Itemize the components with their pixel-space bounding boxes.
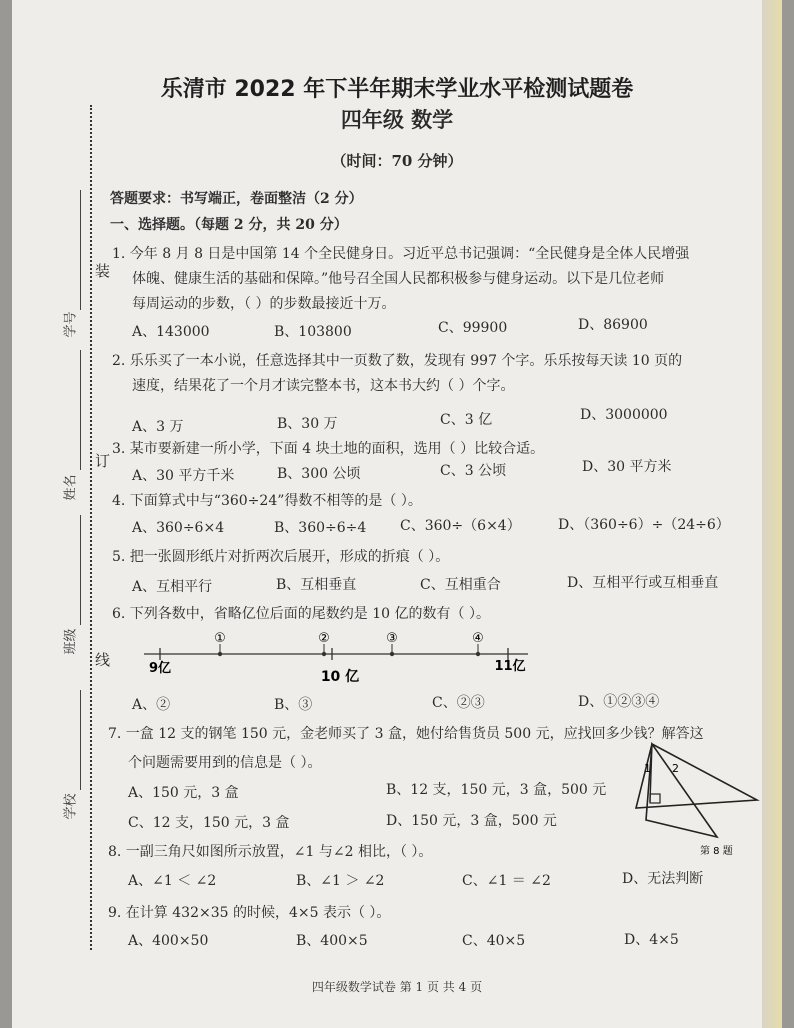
question-3-option-d: D、30 平方米 — [582, 459, 672, 475]
question-9-line-1: 9. 在计算 432×35 的时候，4×5 表示（ ）。 — [108, 905, 391, 921]
exam-time: （时间：70 分钟） — [331, 152, 463, 170]
question-4-option-c: C、360÷（6×4） — [400, 518, 521, 534]
class-line — [80, 515, 81, 625]
binding-dotted-line — [90, 105, 92, 950]
point-1-dot — [218, 652, 222, 656]
question-1-line-2: 体魄、健康生活的基础和保障。”他号召全国人民都积极参与健身运动。以下是几位老师 — [132, 271, 665, 287]
triangle-ruler-large — [636, 744, 757, 808]
question-7-line-2: 个问题需要用到的信息是（ ）。 — [128, 755, 322, 771]
page-footer: 四年级数学试卷 第 1 页 共 4 页 — [311, 980, 483, 994]
question-2-line-1: 2. 乐乐买了一本小说，任意选择其中一页数了数，发现有 997 个字。乐乐按每天读 10 页的 — [112, 353, 683, 369]
question-1-line-3: 每周运动的步数，（ ）的步数最接近十万。 — [132, 296, 396, 312]
question-6-option-d: D、①②③④ — [578, 694, 660, 710]
question-8-option-a: A、∠1 ＜ ∠2 — [128, 873, 217, 889]
question-1-option-b: B、103800 — [274, 324, 352, 340]
question-3-option-c: C、3 公顷 — [440, 463, 507, 479]
school-line — [80, 690, 81, 790]
question-9-option-a: A、400×50 — [128, 933, 209, 949]
point-3-dot — [390, 652, 394, 656]
question-8-option-d: D、无法判断 — [622, 871, 704, 887]
school-label: 学校 — [63, 793, 79, 820]
question-4-option-b: B、360÷6÷4 — [274, 520, 367, 536]
exam-title: 乐清市 2022 年下半年期末学业水平检测试题卷 — [160, 77, 634, 102]
question-4-line-1: 4. 下面算式中与“360÷24”得数不相等的是（ ）。 — [112, 493, 422, 509]
question-1-option-d: D、86900 — [578, 317, 648, 333]
question-5-line-1: 5. 把一张圆形纸片对折两次后展开，形成的折痕（ ）。 — [112, 549, 450, 565]
question-7-option-d: D、150 元，3 盒，500 元 — [386, 813, 557, 829]
exam-sheet — [12, 0, 782, 1028]
question-2-option-c: C、3 亿 — [440, 412, 493, 428]
name-label: 姓名 — [63, 474, 79, 501]
binding-mark-xian: 线 — [95, 647, 110, 672]
student-id-label: 学号 — [63, 311, 79, 338]
question-5-option-b: B、互相垂直 — [276, 577, 357, 593]
exam-subtitle: 四年级 数学 — [340, 108, 454, 132]
point-2-dot — [322, 652, 326, 656]
question-8-line-1: 8. 一副三角尺如图所示放置，∠1 与∠2 相比，（ ）。 — [108, 844, 433, 860]
point-4-label: ④ — [472, 631, 484, 646]
question-1-option-c: C、99900 — [438, 320, 508, 336]
question-3-option-b: B、300 公顷 — [277, 466, 361, 482]
question-7-option-b: B、12 支，150 元，3 盒，500 元 — [386, 782, 607, 798]
class-label: 班级 — [63, 628, 79, 655]
question-7-line-1: 7. 一盒 12 支的钢笔 150 元，金老师买了 3 盒，她付给售货员 500 元，应找回多少钱？解答这 — [108, 726, 704, 742]
question-2-option-b: B、30 万 — [277, 416, 338, 432]
question-5-option-d: D、互相平行或互相垂直 — [567, 575, 719, 591]
binding-mark-zhuang: 装 — [95, 258, 110, 283]
question-7-option-a: A、150 元，3 盒 — [128, 785, 239, 801]
triangle-ruler-small — [646, 744, 717, 837]
question-3-line-1: 3. 某市要新建一所小学，下面 4 块土地的面积，选用（ ）比较合适。 — [112, 441, 545, 457]
point-4-dot — [476, 652, 480, 656]
triangle-rulers-figure — [622, 736, 772, 860]
question-2-line-2: 速度，结果花了一个月才读完整本书，这本书大约（ ）个字。 — [132, 378, 515, 394]
question-6-option-a: A、② — [132, 697, 171, 713]
question-9-option-c: C、40×5 — [462, 933, 526, 949]
question-1-line-1: 1. 今年 8 月 8 日是中国第 14 个全民健身日。习近平总书记强调：“全民健身是全体人民增强 — [112, 246, 690, 262]
question-4-option-d: D、（360÷6）÷（24÷6） — [558, 517, 730, 533]
question-1-option-a: A、143000 — [132, 324, 210, 340]
number-line-right-label: 11亿 — [494, 659, 526, 674]
question-8-option-b: B、∠1 ＞ ∠2 — [296, 873, 385, 889]
question-2-option-a: A、3 万 — [132, 419, 184, 435]
question-7-option-c: C、12 支，150 元，3 盒 — [128, 815, 290, 831]
angle-2-label: 2 — [672, 762, 679, 775]
question-3-option-a: A、30 平方千米 — [132, 468, 235, 484]
question-5-option-c: C、互相重合 — [420, 577, 501, 593]
name-line — [80, 350, 81, 470]
point-3-label: ③ — [386, 631, 398, 646]
right-angle-mark — [650, 794, 660, 803]
angle-1-label: 1 — [644, 762, 651, 775]
question-6-option-c: C、②③ — [432, 695, 485, 711]
question-6-line-1: 6. 下列各数中，省略亿位后面的尾数约是 10 亿的数有（ ）。 — [112, 606, 490, 622]
question-5-option-a: A、互相平行 — [132, 579, 213, 595]
question-4-option-a: A、360÷6×4 — [132, 520, 225, 536]
figure-8-caption: 第 8 题 — [700, 846, 733, 857]
student-id-line — [80, 190, 81, 310]
question-8-option-c: C、∠1 ＝ ∠2 — [462, 873, 551, 889]
question-9-option-b: B、400×5 — [296, 933, 368, 949]
question-6-option-b: B、③ — [274, 697, 313, 713]
number-line-left-label: 9亿 — [148, 661, 172, 676]
binding-mark-ding: 订 — [95, 448, 110, 473]
point-2-label: ② — [318, 631, 330, 646]
question-2-option-d: D、3000000 — [580, 407, 668, 423]
section-heading: 一、选择题。（每题 2 分，共 20 分） — [110, 217, 348, 233]
question-9-option-d: D、4×5 — [624, 932, 679, 948]
number-line-figure — [140, 626, 540, 684]
answer-requirement: 答题要求：书写端正，卷面整洁（2 分） — [110, 191, 363, 207]
point-1-label: ① — [214, 631, 226, 646]
number-line-middle-label: 10 亿 — [320, 669, 360, 684]
